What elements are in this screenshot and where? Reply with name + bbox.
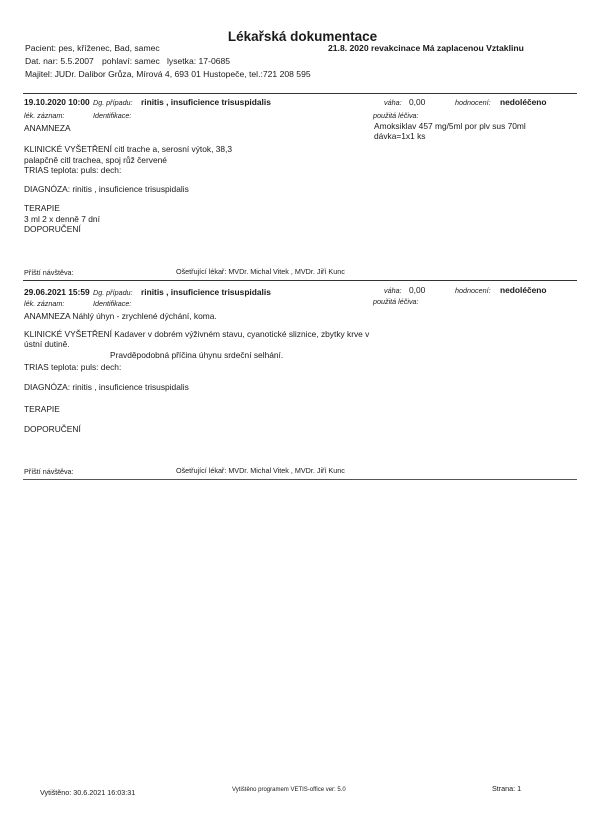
clinical-exam-line-2: palapčně citl trachea, spoj růž červené xyxy=(24,155,167,165)
anamnesis: ANAMNEZA Náhlý úhyn - zrychlené dýchání, koma. xyxy=(24,311,217,321)
evaluation-value: nedoléčeno xyxy=(500,97,547,107)
record-1-top-rule xyxy=(23,93,577,94)
recommendation-heading: DOPORUČENÍ xyxy=(24,424,81,434)
page-number: Strana: 1 xyxy=(492,784,522,793)
therapy-heading: TERAPIE xyxy=(24,404,60,414)
record-date: 29.06.2021 15:59 xyxy=(24,287,90,297)
diagnosis-label: Dg. případu: xyxy=(93,288,133,297)
next-visit-label: Příští návštěva: xyxy=(24,467,74,476)
weight-label: váha: xyxy=(384,286,402,295)
medication-label: použitá léčiva: xyxy=(373,111,419,120)
diagnosis-label: Dg. případu: xyxy=(93,98,133,107)
vaccine-note: 21.8. 2020 revakcinace Má zaplacenou Vztaklinu xyxy=(328,43,524,53)
record-2-top-rule xyxy=(23,280,577,281)
therapy-detail: 3 ml 2 x denně 7 dní xyxy=(24,214,100,224)
trias: TRIAS teplota: puls: dech: xyxy=(24,362,122,372)
evaluation-label: hodnocení: xyxy=(455,286,491,295)
medication-line-2: dávka=1x1 ks xyxy=(374,131,426,141)
diagnosis-value: rinitis , insuficience trisuspidalis xyxy=(141,287,271,297)
printed-timestamp: Vytištěno: 30.6.2021 16:03:31 xyxy=(40,788,136,797)
evaluation-value: nedoléčeno xyxy=(500,285,547,295)
clinical-exam-line-1: KLINICKÉ VYŠETŘENÍ citl trache a, serosní výtok, 38,3 xyxy=(24,144,233,154)
anamnesis: ANAMNEZA xyxy=(24,123,71,133)
record-entry-label: lék. záznam: xyxy=(24,111,65,120)
clinical-exam-extra: Pravděpodobná příčina úhynu srdeční selhání. xyxy=(110,350,284,360)
medication-line-1: Amoksiklav 457 mg/5ml por plv sus 70ml xyxy=(374,121,526,131)
next-visit-label: Příští návštěva: xyxy=(24,268,74,277)
diagnosis-value: rinitis , insuficience trisuspidalis xyxy=(141,97,271,107)
record-entry-label: lék. záznam: xyxy=(24,299,65,308)
diagnosis-text: DIAGNÓZA: rinitis , insuficience trisuspidalis xyxy=(24,184,189,194)
owner-info: Majitel: JUDr. Dalibor Grůza, Mírová 4, 693 01 Hustopeče, tel.:721 208 595 xyxy=(25,69,311,79)
medication-label: použitá léčiva: xyxy=(373,297,419,306)
identification-label: Identifikace: xyxy=(93,111,132,120)
patient-info: Pacient: pes, kříženec, Bad, samec xyxy=(25,43,160,53)
record-2-bottom-rule xyxy=(23,479,577,480)
attending-vet: Ošetřující lékař: MVDr. Michal Vitek , MVDr. Jiří Kunc xyxy=(176,267,345,276)
identification-label: Identifikace: xyxy=(93,299,132,308)
clinical-exam: KLINICKÉ VYŠETŘENÍ Kadaver v dobrém výživném stavu, cyanotické sliznice, zbytky krve v ústní dutině. xyxy=(24,329,370,349)
attending-vet: Ošetřující lékař: MVDr. Michal Vitek , MVDr. Jiří Kunc xyxy=(176,466,345,475)
record-date: 19.10.2020 10:00 xyxy=(24,97,90,107)
recommendation-heading: DOPORUČENÍ xyxy=(24,224,81,234)
evaluation-label: hodnocení: xyxy=(455,98,491,107)
diagnosis-text: DIAGNÓZA: rinitis , insuficience trisuspidalis xyxy=(24,382,189,392)
weight-label: váha: xyxy=(384,98,402,107)
card-number: lysetka: 17-0685 xyxy=(167,56,231,66)
trias: TRIAS teplota: puls: dech: xyxy=(24,165,122,175)
birth-date: Dat. nar: 5.5.2007 xyxy=(25,56,94,66)
weight-value: 0,00 xyxy=(409,285,426,295)
program-note: Vytištěno programem VETIS-office ver: 5.0 xyxy=(232,787,346,793)
weight-value: 0,00 xyxy=(409,97,426,107)
document-title: Lékařská dokumentace xyxy=(227,29,378,44)
sex: pohlaví: samec xyxy=(102,56,160,66)
therapy-heading: TERAPIE xyxy=(24,203,60,213)
